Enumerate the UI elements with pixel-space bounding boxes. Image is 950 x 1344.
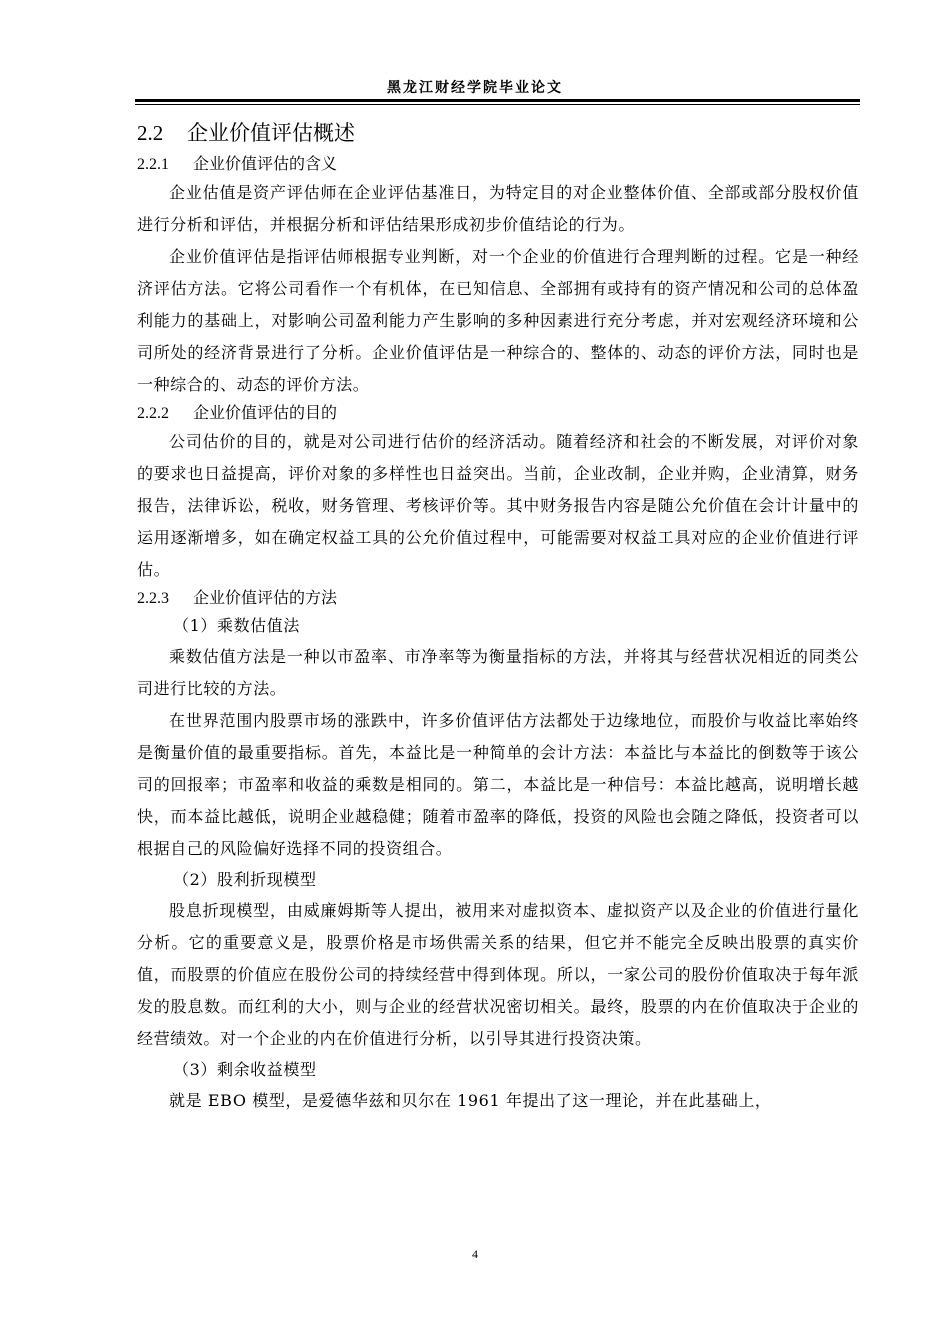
paragraph: 公司估价的目的，就是对公司进行估价的经济活动。随着经济和社会的不断发展，对评价对象的要求也日益提高，评价对象的多样性也日益突出。当前，企业改制，企业并购，企业清算，财务报告，法律诉讼，税收，财务管理、考核评价等。其中财务报告内容是随公允价值在会计计量中的运用逐渐增多，如在确定权益工具的公允价值过程中，可能需要对权益工具对应的企业价值进行评估。	[137, 432, 859, 579]
subsection-number: 2.2.3	[137, 590, 169, 607]
subsection-title: 企业价值评估的含义	[193, 154, 338, 173]
paragraph: 企业估值是资产评估师在企业评估基准日，为特定目的对企业整体价值、全部或部分股权价值进行分析和评估，并根据分析和评估结果形成初步价值结论的行为。	[137, 183, 859, 234]
paragraph: 股息折现模型，由威廉姆斯等人提出，被用来对虚拟资本、虚拟资产以及企业的价值进行量化分析。它的重要意义是，股票价格是市场供需关系的结果，但它并不能完全反映出股票的真实价值，而股票的价值应在股份公司的持续经营中得到体现。所以，一家公司的股份价值取决于每年派发的股息数。而红利的大小，则与企业的经营状况密切相关。最终，股票的内在价值取决于企业的经营绩效。对一个企业的内在价值进行分析，以引导其进行投资决策。	[137, 901, 859, 1048]
method-title: （3）剩余收益模型	[173, 1060, 317, 1079]
section-heading	[137, 118, 859, 148]
subsection-heading	[137, 586, 859, 611]
subsection-number: 2.2.2	[137, 405, 169, 422]
subsection-number: 2.2.1	[137, 156, 169, 173]
subsection-title: 企业价值评估的方法	[193, 588, 338, 607]
paragraph: 在世界范围内股票市场的涨跌中，许多价值评估方法都处于边缘地位，而股价与收益比率始终是衡量价值的最重要指标。首先，本益比是一种简单的会计方法：本益比与本益比的倒数等于该公司的回报率；市盈率和收益的乘数是相同的。第二，本益比是一种信号：本益比越高，说明增长越快，而本益比越低，说明企业越稳健；随着市盈率的降低，投资的风险也会随之降低，投资者可以根据自己的风险偏好选择不同的投资组合。	[137, 711, 859, 858]
paragraph: 企业价值评估是指评估师根据专业判断，对一个企业的价值进行合理判断的过程。它是一种经济评估方法。它将公司看作一个有机体，在已知信息、全部拥有或持有的资产情况和公司的总体盈利能力的基础上，对影响公司盈利能力产生影响的多种因素进行充分考虑，并对宏观经济环境和公司所处的经济背景进行了分析。企业价值评估是一种综合的、整体的、动态的评价方法，同时也是一种综合的、动态的评价方法。	[137, 247, 859, 394]
page-content	[137, 118, 859, 1117]
paragraph: 乘数估值方法是一种以市盈率、市净率等为衡量指标的方法，并将其与经营状况相近的同类公司进行比较的方法。	[137, 647, 859, 698]
method-title: （1）乘数估值法	[173, 616, 300, 635]
section-title: 企业价值评估概述	[187, 121, 355, 145]
method-title: （2）股利折现模型	[173, 870, 317, 889]
section-number: 2.2	[137, 121, 164, 145]
subsection-title: 企业价值评估的目的	[193, 403, 338, 422]
subsection-heading	[137, 152, 859, 177]
header-rule-thick	[135, 99, 860, 102]
page-number: 4	[472, 1247, 478, 1261]
running-header-title: 黑龙江财经学院毕业论文	[387, 80, 563, 96]
paragraph: 就是 EBO 模型，是爱德华兹和贝尔在 1961 年提出了这一理论，并在此基础上，	[169, 1091, 772, 1110]
subsection-heading	[137, 401, 859, 426]
header-rule-thin	[135, 104, 860, 105]
